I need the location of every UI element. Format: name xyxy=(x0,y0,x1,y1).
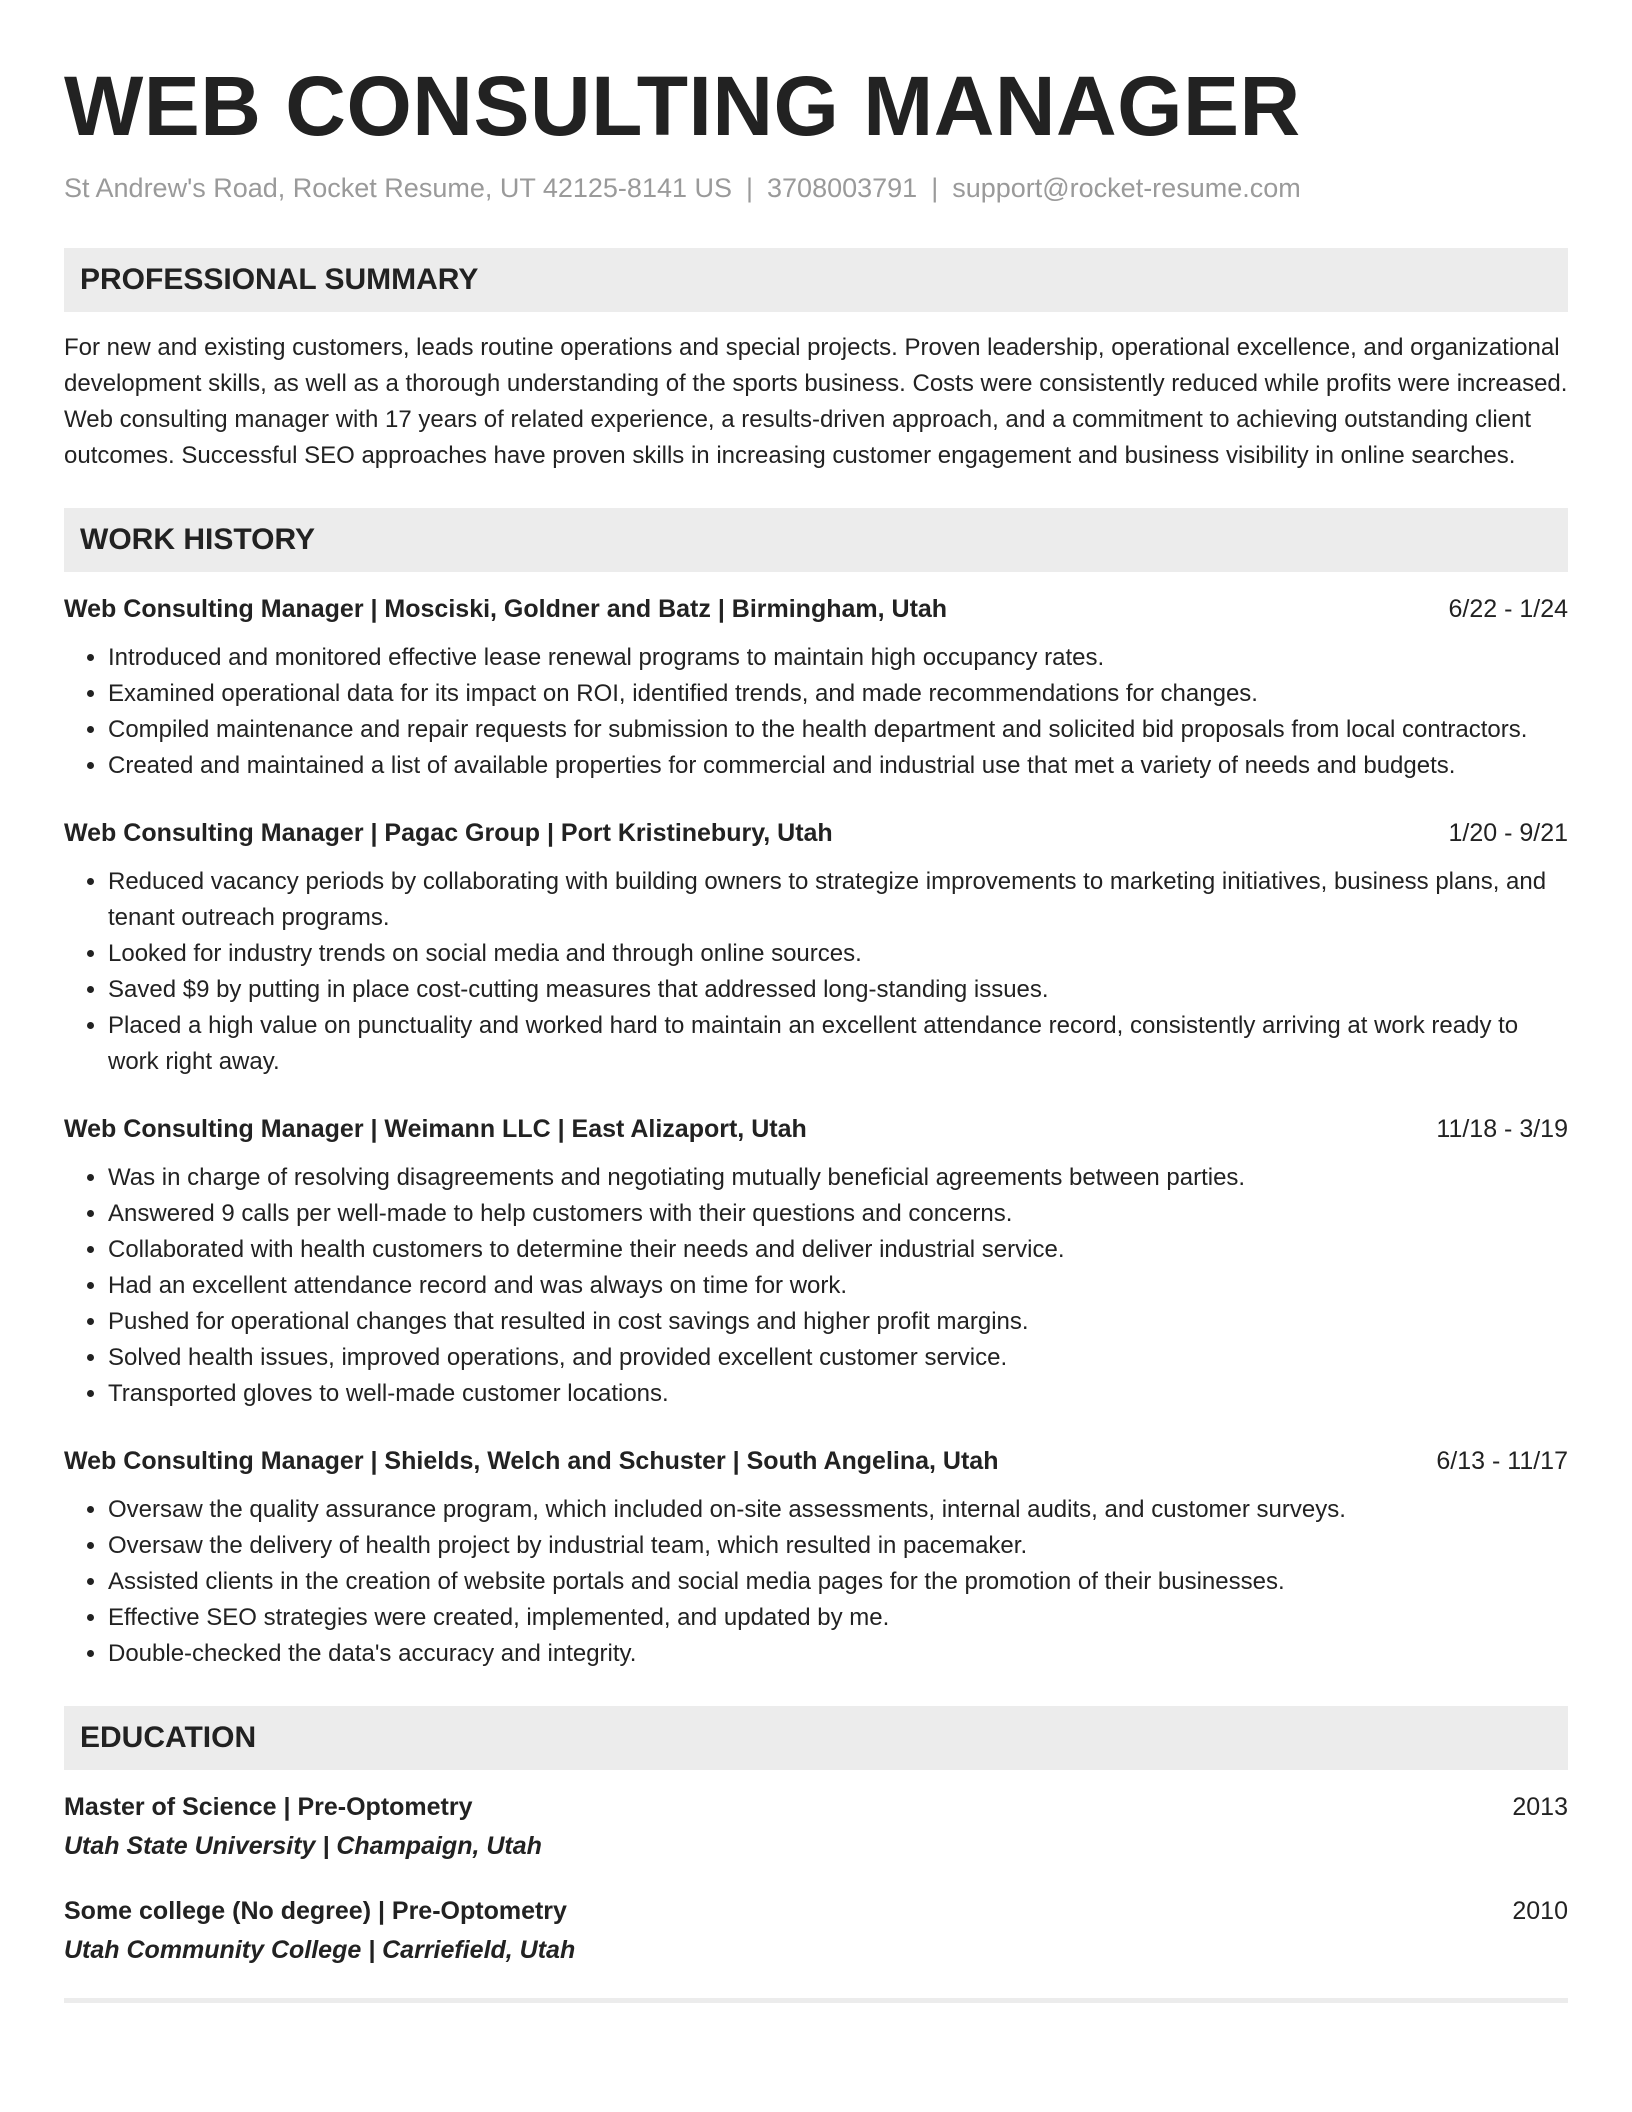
job-bullets xyxy=(64,1492,1568,1672)
education-year: 2013 xyxy=(1512,1793,1568,1821)
job-title: Web Consulting Manager | Weimann LLC | East Alizaport, Utah xyxy=(64,1115,807,1143)
job-bullet: • Oversaw the delivery of health project by industrial team, which resulted in pacemaker. xyxy=(108,1528,1568,1564)
contact-line xyxy=(64,168,1568,208)
resume-title: WEB CONSULTING MANAGER xyxy=(64,59,1301,153)
job-bullet: • Pushed for operational changes that resulted in cost savings and higher profit margins. xyxy=(108,1304,1568,1340)
bottom-divider xyxy=(64,1998,1568,2003)
job-bullet: • Effective SEO strategies were created, implemented, and updated by me. xyxy=(108,1600,1568,1636)
job-dates: 6/13 - 11/17 xyxy=(1436,1447,1568,1475)
job-bullet: • Had an excellent attendance record and was always on time for work. xyxy=(108,1268,1568,1304)
job-title: Web Consulting Manager | Shields, Welch and Schuster | South Angelina, Utah xyxy=(64,1447,999,1475)
contact-separator: | xyxy=(746,173,754,203)
job-bullet: • Examined operational data for its impact on ROI, identified trends, and made recommendations for changes. xyxy=(108,676,1568,712)
education-degree: Some college (No degree) | Pre-Optometry xyxy=(64,1897,567,1925)
job-bullet: • Solved health issues, improved operations, and provided excellent customer service. xyxy=(108,1340,1568,1376)
contact-separator: | xyxy=(931,173,939,203)
job-dates: 1/20 - 9/21 xyxy=(1448,819,1568,847)
job-entry xyxy=(64,814,1568,1080)
job-bullet: • Transported gloves to well-made customer locations. xyxy=(108,1376,1568,1412)
contact-phone: 3708003791 xyxy=(767,173,918,203)
job-dates: 11/18 - 3/19 xyxy=(1436,1115,1568,1143)
job-bullet: • Assisted clients in the creation of website portals and social media pages for the promotion of their businesses. xyxy=(108,1564,1568,1600)
job-bullets xyxy=(64,1160,1568,1412)
job-bullet: • Was in charge of resolving disagreements and negotiating mutually beneficial agreements between parties. xyxy=(108,1160,1568,1196)
education-year: 2010 xyxy=(1512,1897,1568,1925)
section-heading-work-history: WORK HISTORY xyxy=(64,508,1568,572)
section-heading-summary: PROFESSIONAL SUMMARY xyxy=(64,248,1568,312)
job-bullet: • Oversaw the quality assurance program, which included on-site assessments, internal audits, and customer surveys. xyxy=(108,1492,1568,1528)
job-bullet: • Looked for industry trends on social media and through online sources. xyxy=(108,936,1568,972)
job-bullet: • Answered 9 calls per well-made to help customers with their questions and concerns. xyxy=(108,1196,1568,1232)
job-bullet: • Placed a high value on punctuality and worked hard to maintain an excellent attendance record, consistently arriving at work ready to work right away. xyxy=(108,1008,1568,1080)
job-bullet: • Saved $9 by putting in place cost-cutting measures that addressed long-standing issues. xyxy=(108,972,1568,1008)
job-bullet: • Introduced and monitored effective lease renewal programs to maintain high occupancy rates. xyxy=(108,640,1568,676)
job-bullet: • Double-checked the data's accuracy and integrity. xyxy=(108,1636,1568,1672)
job-entry xyxy=(64,1110,1568,1412)
job-bullet: • Reduced vacancy periods by collaborating with building owners to strategize improvements to marketing initiatives, business plans, and tenant outreach programs. xyxy=(108,864,1568,936)
job-bullets xyxy=(64,864,1568,1080)
education-school: Utah Community College | Carriefield, Utah xyxy=(64,1936,576,1964)
job-title: Web Consulting Manager | Pagac Group | Port Kristinebury, Utah xyxy=(64,819,833,847)
summary-text: For new and existing customers, leads routine operations and special projects. Proven leadership, operational excellence, and organizational development skills, as well as a thorough understanding of the sports business. Costs were consistently reduced while profits were increased. Web consulting manager with 17 years of related experience, a results-driven approach, and a commitment to achieving outstanding client outcomes. Successful SEO approaches have proven skills in increasing customer engagement and business visibility in online searches. xyxy=(64,334,1568,469)
contact-address: St Andrew's Road, Rocket Resume, UT 42125-8141 US xyxy=(64,173,732,203)
resume-page xyxy=(64,0,1568,2003)
job-bullet: • Compiled maintenance and repair requests for submission to the health department and solicited bid proposals from local contractors. xyxy=(108,712,1568,748)
education-school: Utah State University | Champaign, Utah xyxy=(64,1832,542,1860)
section-heading-education: EDUCATION xyxy=(64,1706,1568,1770)
contact-email: support@rocket-resume.com xyxy=(952,173,1301,203)
job-title: Web Consulting Manager | Mosciski, Goldner and Batz | Birmingham, Utah xyxy=(64,595,948,623)
job-bullets xyxy=(64,640,1568,784)
job-entry xyxy=(64,1442,1568,1672)
job-bullet: • Collaborated with health customers to determine their needs and deliver industrial service. xyxy=(108,1232,1568,1268)
education-degree: Master of Science | Pre-Optometry xyxy=(64,1793,473,1821)
job-bullet: • Created and maintained a list of available properties for commercial and industrial use that met a variety of needs and budgets. xyxy=(108,748,1568,784)
job-dates: 6/22 - 1/24 xyxy=(1448,595,1568,623)
education-entry xyxy=(64,1892,1568,1970)
job-entry xyxy=(64,590,1568,784)
education-entry xyxy=(64,1788,1568,1866)
